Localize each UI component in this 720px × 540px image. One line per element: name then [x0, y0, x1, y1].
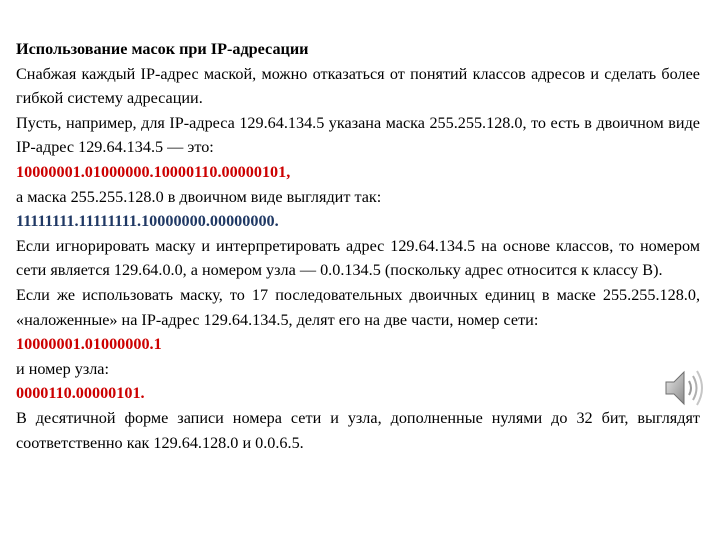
paragraph-decimal: В десятичной форме записи номера сети и узла, дополненные нулями до 32 бит, выглядят соответственно как 129.64.128.0 и 0.0.6.5.: [16, 408, 700, 452]
document-body: [16, 37, 700, 455]
paragraph-intro: Снабжая каждый IP-адрес маской, можно отказаться от понятий классов адресов и сделать более гибкой систему адресации.: [16, 64, 700, 108]
paragraph-masking: Если же использовать маску, то 17 последовательных двоичных единиц в маске 255.255.128.0, «наложенные» на IP-адрес 129.64.134.5, делят его на две части, номер сети:: [16, 285, 700, 329]
paragraph-example: Пусть, например, для IP-адреса 129.64.134.5 указана маска 255.255.128.0, то есть в двоичном виде IP-адрес 129.64.134.5 — это:: [16, 113, 700, 157]
mask-binary: 11111111.11111111.10000000.00000000.: [16, 212, 279, 231]
paragraph-mask: а маска 255.255.128.0 в двоичном виде выглядит так:: [16, 187, 382, 206]
paragraph-host-label: и номер узла:: [16, 359, 109, 378]
speaker-icon[interactable]: [662, 364, 706, 412]
ip-address-binary: 10000001.01000000.10000110.00000101,: [16, 162, 291, 181]
paragraph-classful: Если игнорировать маску и интерпретировать адрес 129.64.134.5 на основе классов, то номером сети является 129.64.0.0, а номером узла — 0.0.134.5 (поскольку адрес относится к классу B).: [16, 236, 700, 280]
host-number-binary: 0000110.00000101.: [16, 384, 145, 403]
speaker-icon-graphic: [662, 364, 706, 412]
page-title: Использование масок при IP-адресации: [16, 40, 309, 58]
network-number-binary: 10000001.01000000.1: [16, 335, 162, 354]
